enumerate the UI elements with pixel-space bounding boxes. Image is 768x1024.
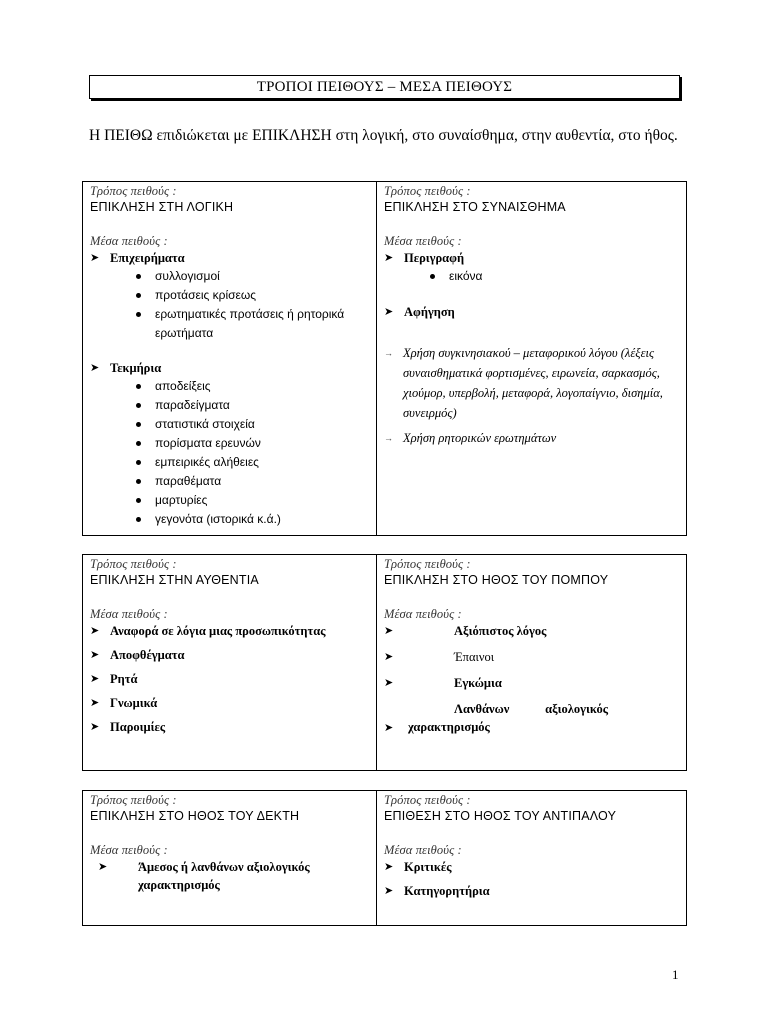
mode-label: Τρόπος πειθούς : — [90, 557, 177, 571]
bullet-icon — [136, 479, 141, 484]
list-item: εμπειρικές αλήθειες — [136, 453, 370, 472]
intro-paragraph: Η ΠΕΙΘΩ επιδιώκεται με ΕΠΙΚΛΗΣΗ στη λογική, στο συναίσθημα, στην αυθεντία, στο ήθος. — [89, 127, 678, 144]
arrow-icon: ➤ — [384, 721, 394, 734]
arrow-icon: ➤ — [384, 860, 394, 873]
arrow-icon: ➤ — [90, 648, 100, 661]
bullet-icon — [136, 274, 141, 279]
item-maxims: ➤ Γνωμικά — [90, 696, 158, 710]
cell-opponent — [377, 791, 687, 926]
arrow-icon: ➤ — [384, 305, 394, 318]
cell-sender — [377, 555, 687, 771]
arrow-icon: ➤ — [90, 361, 100, 374]
cell-emotion — [377, 182, 687, 536]
heading-logic: ΕΠΙΚΛΗΣΗ ΣΤΗ ΛΟΓΙΚΗ — [90, 200, 234, 214]
item-emotional-language: → Χρήση συγκινησιακού – μεταφορικού λόγου (λέξεις συναισθηματικά φορτισμένες, ειρωνεία, σαρκασμός, χιούμορ, υπερβολή, μεταφορά, λογοπαίγνιο, δισημία, συνειρμός) — [384, 343, 680, 423]
cell-authority — [83, 555, 377, 771]
list-item: ερωτηματικές προτάσεις ή ρητορικά ερωτήματα — [136, 305, 370, 343]
document-title: ΤΡΟΠΟΙ ΠΕΙΘΟΥΣ – ΜΕΣΑ ΠΕΙΘΟΥΣ — [89, 75, 680, 99]
table-authority-sender — [82, 554, 687, 771]
list-item: μαρτυρίες — [136, 491, 370, 510]
arrow-icon: ➤ — [98, 860, 108, 873]
bullet-icon — [136, 441, 141, 446]
arrow-icon: ➤ — [384, 676, 394, 689]
heading-sender: ΕΠΙΚΛΗΣΗ ΣΤΟ ΗΘΟΣ ΤΟΥ ΠΟΜΠΟΥ — [384, 573, 609, 587]
list-item: πορίσματα ερευνών — [136, 434, 370, 453]
list-item: στατιστικά στοιχεία — [136, 415, 370, 434]
mode-label: Τρόπος πειθούς : — [90, 793, 177, 807]
bullet-icon — [136, 403, 141, 408]
dash-icon: → — [384, 348, 393, 358]
arrow-icon: ➤ — [90, 720, 100, 733]
item-direct-characterization: ➤ Άμεσος ή λανθάνων αξιολογικός χαρακτηρισμός — [98, 860, 310, 892]
means-label: Μέσα πειθούς : — [90, 234, 168, 248]
arrow-icon: ➤ — [384, 650, 394, 663]
list-item: παραθέματα — [136, 472, 370, 491]
mode-label: Τρόπος πειθούς : — [384, 793, 471, 807]
bullet-icon — [136, 498, 141, 503]
item-evidence: ➤ Τεκμήρια — [90, 361, 162, 375]
item-apophthegms: ➤ Αποφθέγματα — [90, 648, 185, 662]
evidence-list — [136, 377, 370, 529]
item-latent-characterization: ➤Λανθάνων αξιολογικός χαρακτηρισμός — [384, 700, 680, 737]
description-list — [430, 267, 680, 286]
heading-opponent: ΕΠΙΘΕΣΗ ΣΤΟ ΗΘΟΣ ΤΟΥ ΑΝΤΙΠΑΛΟΥ — [384, 809, 617, 823]
table-logic-emotion — [82, 181, 687, 536]
bullet-icon — [136, 293, 141, 298]
means-label: Μέσα πειθούς : — [384, 607, 462, 621]
item-description: ➤ Περιγραφή — [384, 251, 465, 265]
dash-icon: → — [384, 433, 393, 443]
list-item: γεγονότα (ιστορικά κ.ά.) — [136, 510, 370, 529]
heading-authority: ΕΠΙΚΛΗΣΗ ΣΤΗΝ ΑΥΘΕΝΤΙΑ — [90, 573, 259, 587]
bullet-icon — [136, 312, 141, 317]
bullet-icon — [430, 274, 435, 279]
table-receiver-opponent — [82, 790, 687, 926]
bullet-icon — [136, 384, 141, 389]
item-indictments: ➤ Κατηγορητήρια — [384, 884, 490, 898]
bullet-icon — [136, 517, 141, 522]
cell-logic — [83, 182, 377, 536]
mode-label: Τρόπος πειθούς : — [384, 557, 471, 571]
mode-label: Τρόπος πειθούς : — [384, 184, 471, 198]
arrow-icon: ➤ — [384, 884, 394, 897]
item-quote-personality: ➤ Αναφορά σε λόγια μιας προσωπικότητας — [90, 624, 326, 638]
arrow-icon: ➤ — [90, 251, 100, 264]
page-number: 1 — [672, 967, 679, 982]
item-sayings: ➤ Ρητά — [90, 672, 138, 686]
item-rhetorical-questions: → Χρήση ρητορικών ερωτημάτων — [384, 428, 680, 448]
item-credible-speech: ➤ Αξιόπιστος λόγος — [384, 624, 547, 638]
list-item: προτάσεις κρίσεως — [136, 286, 370, 305]
item-criticisms: ➤ Κριτικές — [384, 860, 452, 874]
means-label: Μέσα πειθούς : — [90, 607, 168, 621]
arrow-icon: ➤ — [90, 624, 100, 637]
item-praises: ➤ Έπαινοι — [384, 650, 495, 664]
list-item: συλλογισμοί — [136, 267, 370, 286]
arrow-icon: ➤ — [384, 624, 394, 637]
arrow-icon: ➤ — [90, 696, 100, 709]
cell-receiver — [83, 791, 377, 926]
list-item: εικόνα — [430, 267, 680, 286]
bullet-icon — [136, 422, 141, 427]
item-proverbs: ➤ Παροιμίες — [90, 720, 166, 734]
arrow-icon: ➤ — [384, 251, 394, 264]
arrow-icon: ➤ — [90, 672, 100, 685]
means-label: Μέσα πειθούς : — [90, 843, 168, 857]
list-item: αποδείξεις — [136, 377, 370, 396]
bullet-icon — [136, 460, 141, 465]
arguments-list — [136, 267, 370, 343]
item-eulogies: ➤ Εγκώμια — [384, 676, 502, 690]
heading-emotion: ΕΠΙΚΛΗΣΗ ΣΤΟ ΣΥΝΑΙΣΘΗΜΑ — [384, 200, 566, 214]
item-arguments: ➤ Επιχειρήματα — [90, 251, 185, 265]
item-narration: ➤ Αφήγηση — [384, 305, 455, 319]
mode-label: Τρόπος πειθούς : — [90, 184, 177, 198]
list-item: παραδείγματα — [136, 396, 370, 415]
heading-receiver: ΕΠΙΚΛΗΣΗ ΣΤΟ ΗΘΟΣ ΤΟΥ ΔΕΚΤΗ — [90, 809, 300, 823]
means-label: Μέσα πειθούς : — [384, 843, 462, 857]
means-label: Μέσα πειθούς : — [384, 234, 462, 248]
